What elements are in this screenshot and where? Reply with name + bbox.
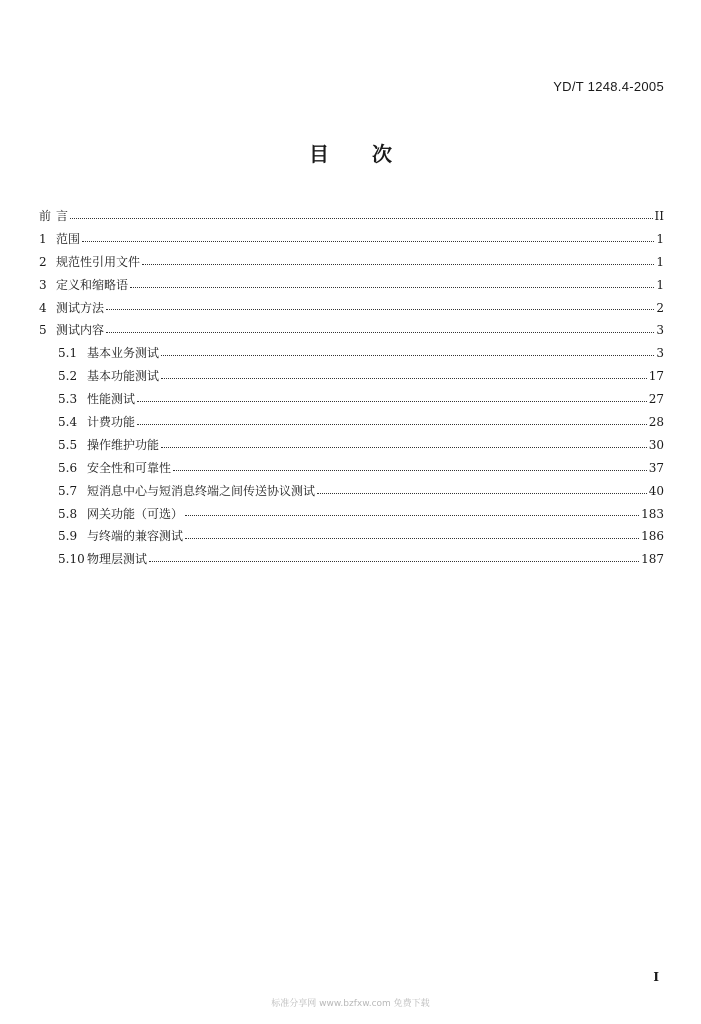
toc-entry-title: 基本功能测试 [87, 369, 160, 384]
toc-entry-number: 4 [39, 300, 47, 315]
toc-entry-number: 5.1 [58, 346, 78, 361]
dot-leader [106, 331, 654, 333]
toc-entry-title: 网关功能（可选） [87, 506, 184, 521]
toc-entry-page: 40 [648, 483, 664, 498]
footer-watermark: 标准分享网 www.bzfxw.com 免费下载 [271, 999, 430, 1009]
toc-entry-title: 定义和缩略语 [56, 277, 129, 292]
document-code: YD/T 1248.4-2005 [553, 79, 664, 94]
dot-leader [130, 286, 654, 288]
toc-entry-number: 2 [39, 254, 47, 269]
toc-entry-page: 1 [656, 277, 664, 292]
dot-leader [137, 423, 647, 425]
toc-entry-page: 3 [656, 323, 664, 338]
toc-entry[interactable] [39, 251, 664, 274]
toc-subentry[interactable] [39, 411, 664, 434]
toc-subentry[interactable] [39, 503, 664, 526]
toc-entry-number: 5.3 [58, 392, 78, 407]
toc-entry-title: 规范性引用文件 [56, 254, 141, 269]
toc-entry-title: 短消息中心与短消息终端之间传送协议测试 [87, 483, 316, 498]
dot-leader [82, 240, 654, 242]
dot-leader [149, 560, 639, 562]
toc-entry-title: 言 [56, 209, 69, 223]
toc-entry-number: 5.2 [58, 369, 78, 384]
toc-entry-number: 5.8 [58, 506, 78, 521]
dot-leader [137, 400, 647, 402]
toc-entry-page: 1 [656, 254, 664, 269]
toc-entry-number: 5.9 [58, 529, 78, 544]
toc-entry-number: 前 [39, 209, 52, 223]
toc-subentry[interactable] [39, 457, 664, 480]
toc-entry-page: 183 [641, 506, 664, 521]
toc-entry-number: 5.6 [58, 460, 78, 475]
toc-entry-page: II [654, 209, 664, 223]
toc-subentry[interactable] [39, 548, 664, 571]
toc-entry-number: 1 [39, 231, 47, 246]
page-number: I [653, 970, 659, 984]
toc-entry-page: 17 [648, 369, 664, 384]
dot-leader [161, 354, 654, 356]
toc-entry-page: 1 [656, 231, 664, 246]
toc-subentry[interactable] [39, 388, 664, 411]
toc-entry-page: 187 [641, 552, 664, 567]
toc-entry[interactable] [39, 205, 664, 228]
toc-entry-number: 5.10 [58, 552, 85, 567]
toc-entry-number: 5.5 [58, 437, 78, 452]
toc-entry[interactable] [39, 319, 664, 342]
dot-leader [70, 217, 653, 219]
dot-leader [173, 469, 647, 471]
toc-entry-title: 操作维护功能 [87, 437, 160, 452]
toc-entry-number: 5.7 [58, 483, 78, 498]
toc-subentry[interactable] [39, 480, 664, 503]
toc-entry-page: 27 [648, 392, 664, 407]
toc-entry-number: 3 [39, 277, 47, 292]
toc-subentry[interactable] [39, 342, 664, 365]
toc-entry-title: 安全性和可靠性 [87, 460, 172, 475]
toc-entry-page: 186 [641, 529, 664, 544]
toc-entry-title: 范围 [56, 231, 81, 246]
toc-entry-title: 计费功能 [87, 415, 136, 430]
dot-leader [161, 446, 647, 448]
dot-leader [185, 537, 639, 539]
toc-entry-title: 基本业务测试 [87, 346, 160, 361]
toc-entry-title: 性能测试 [87, 392, 136, 407]
dot-leader [142, 263, 654, 265]
toc-entry-page: 2 [656, 300, 664, 315]
table-of-contents [39, 205, 664, 571]
toc-subentry[interactable] [39, 525, 664, 548]
toc-subentry[interactable] [39, 434, 664, 457]
toc-entry-title: 与终端的兼容测试 [87, 529, 184, 544]
toc-entry[interactable] [39, 274, 664, 297]
toc-entry-page: 37 [648, 460, 664, 475]
toc-entry-title: 测试内容 [56, 323, 105, 338]
toc-entry[interactable] [39, 228, 664, 251]
toc-entry[interactable] [39, 297, 664, 320]
toc-entry-title: 测试方法 [56, 300, 105, 315]
dot-leader [317, 492, 647, 494]
toc-subentry[interactable] [39, 365, 664, 388]
toc-entry-number: 5.4 [58, 415, 78, 430]
toc-entry-number: 5 [39, 323, 47, 338]
toc-title: 目 次 [309, 142, 392, 166]
dot-leader [106, 308, 654, 310]
dot-leader [161, 377, 647, 379]
toc-entry-page: 28 [648, 415, 664, 430]
toc-entry-title: 物理层测试 [87, 552, 148, 567]
toc-entry-page: 3 [656, 346, 664, 361]
dot-leader [185, 514, 639, 516]
toc-entry-page: 30 [648, 437, 664, 452]
